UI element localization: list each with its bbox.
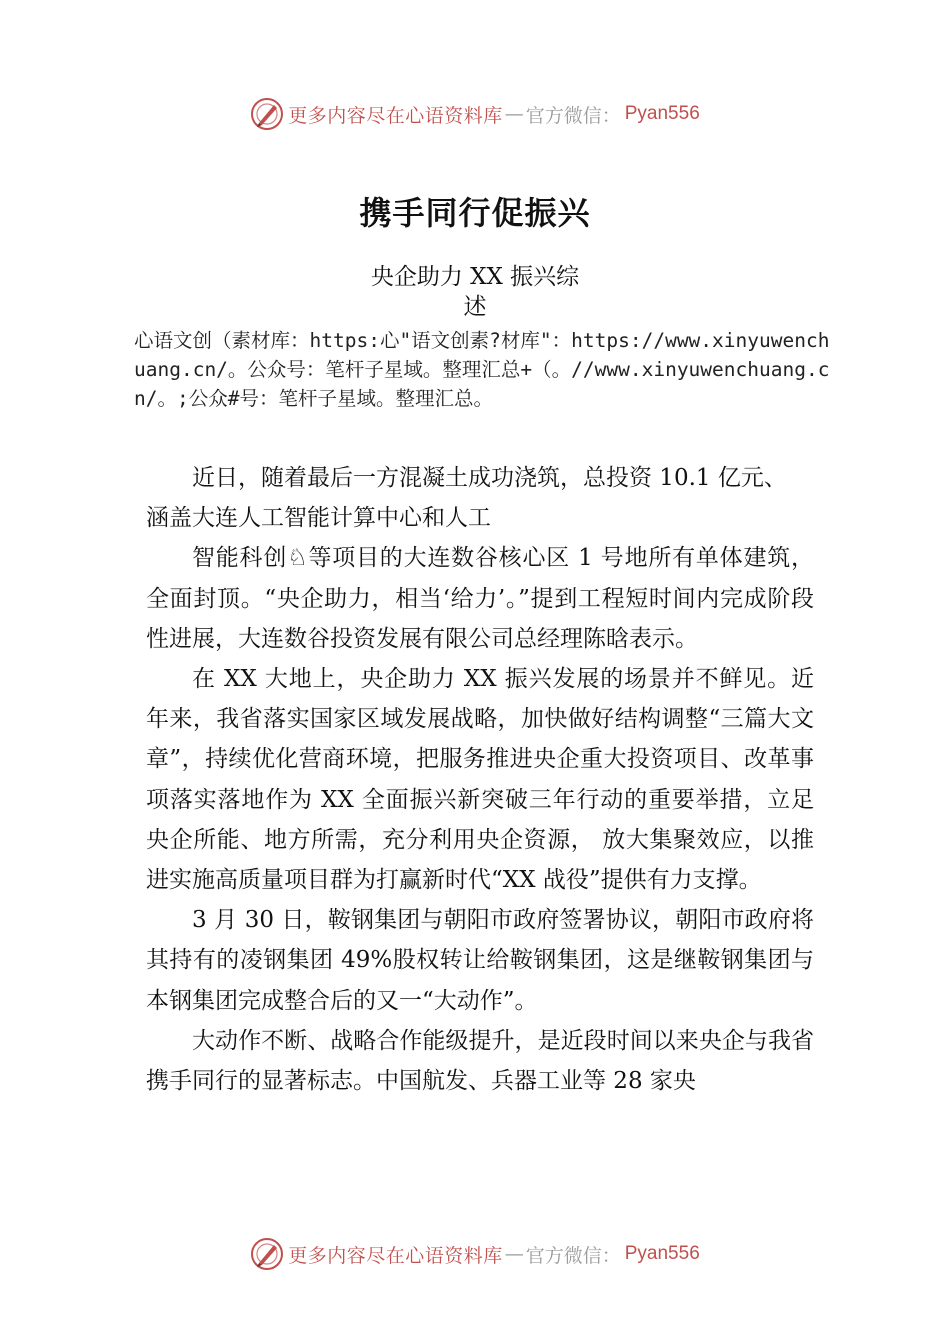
document-title: 携手同行促振兴 — [359, 194, 591, 232]
paragraph: 近日，随着最后一方混凝土成功浇筑，总投资 10.1 亿元、 — [192, 465, 787, 491]
subtitle-line-1: 央企助力 XX 振兴综 — [370, 264, 580, 290]
article-body — [146, 458, 814, 1101]
paragraph: 涵盖大连人工智能计算中心和人工 — [146, 505, 491, 532]
banner-text: 更多内容尽在心语资料库 — [288, 1244, 503, 1267]
footer-watermark-banner — [0, 1232, 950, 1276]
banner-text: 更多内容尽在心语资料库 — [288, 104, 503, 127]
banner-wechat-label: 官方微信： — [525, 104, 621, 127]
pen-logo-icon — [250, 97, 284, 131]
banner-separator: — — [504, 1243, 524, 1265]
paragraph: 在 XX 大地上，央企助力 XX 振兴发展的场景并不鲜见。近年来，我省落实国家区域发展战略，加快做好结构调整“三篇大文章”，持续优化营商环境，把服务推进央企重大投资项目、改革事项落实落地作为 XX 全面振兴新突破三年行动的重要举措，立足央企所能、地方所需，充分利用央企资源， 放大集聚效应，以推进实施高质量项目群为打赢新时代“XX 战役”提供有力支撑。 — [146, 666, 814, 894]
paragraph: 3 月 30 日，鞍钢集团与朝阳市政府签署协议，朝阳市政府将其持有的凌钢集团 49%股权转让给鞍钢集团，这是继鞍钢集团与本钢集团完成整合后的又一“大动作”。 — [146, 907, 814, 1014]
paragraph: 大动作不断、战略合作能级提升，是近段时间以来央企与我省携手同行的显著标志。中国航发、兵器工业等 28 家央 — [146, 1027, 814, 1095]
pen-logo-icon — [250, 1237, 284, 1271]
banner-separator: — — [504, 103, 524, 125]
paragraph: 智能科创♘等项目的大连数谷核心区 1 号地所有单体建筑，全面封顶。“央企助力，相当‘给力’。”提到工程短时间内完成阶段性进展，大连数谷投资发展有限公司总经理陈晗表示。 — [146, 545, 814, 652]
banner-wechat-label: 官方微信： — [525, 1244, 621, 1267]
header-watermark-banner — [0, 92, 950, 136]
banner-wechat-id: Pyan556 — [624, 1243, 700, 1264]
banner-wechat-id: Pyan556 — [624, 103, 700, 124]
document-subtitle — [0, 262, 950, 322]
subtitle-line-2: 述 — [463, 294, 487, 320]
source-note: 心语文创（素材库：https:心"语文创素?材库"：https://www.xinyuwenchuang.cn/。公众号：笔杆子星域。整理汇总+（。//www.xinyuwenchuang.cn/。;公众#号：笔杆子星域。整理汇总。 — [134, 329, 830, 410]
